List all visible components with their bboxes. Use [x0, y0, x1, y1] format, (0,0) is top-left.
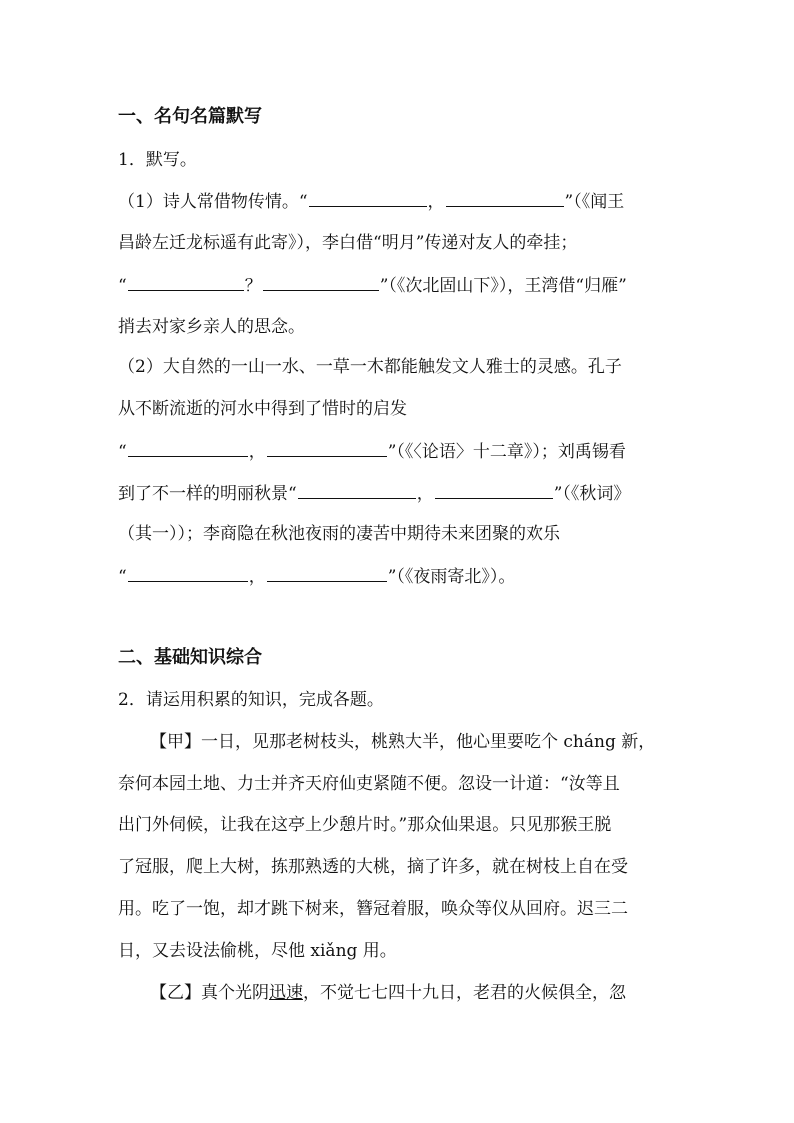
- passage-jia-line1: 【甲】一日，见那老树枝头，桃熟大半，他心里要吃个 cháng 新，: [150, 732, 656, 752]
- passage-jia-line3: 出门外伺候，让我在这亭上少憩片时。”那众仙果退。只见那猴王脱: [118, 815, 612, 835]
- question-1-label: 1．默写。: [118, 150, 197, 170]
- q1-part1-line3: “ ？ ”（《次北固山下》），王湾借“归雁”: [118, 276, 627, 296]
- answer-blank[interactable]: [446, 190, 564, 207]
- answer-blank[interactable]: [128, 440, 248, 457]
- q1-part2-line4: 到了不一样的明丽秋景“ ， ”（《秋词》: [118, 484, 631, 504]
- section1-heading: 一、名句名篇默写: [118, 106, 262, 127]
- passage-jia-line4: 了冠服，爬上大树，拣那熟透的大桃，摘了许多，就在树枝上自在受: [118, 857, 628, 877]
- q1-part2-line6: “ ， ”（《夜雨寄北》）。: [118, 567, 516, 587]
- q1-part2-line1: （2）大自然的一山一水、一草一木都能触发文人雅士的灵感。孔子: [118, 357, 622, 377]
- answer-blank[interactable]: [267, 565, 387, 582]
- q1-part2-line3: “ ， ”（《〈论语〉十二章》）；刘禹锡看: [118, 442, 626, 462]
- answer-blank[interactable]: [128, 274, 244, 291]
- underlined-word: 迅速: [269, 983, 303, 1003]
- passage-yi-line1: 【乙】真个光阴迅速，不觉七七四十九日，老君的火候俱全，忽: [150, 983, 626, 1003]
- q1-part2-line5: （其一））；李商隐在秋池夜雨的凄苦中期待未来团聚的欢乐: [118, 524, 560, 544]
- q1-part2-line2: 从不断流逝的河水中得到了惜时的启发: [118, 399, 407, 419]
- q1-part1-line1: （1）诗人常借物传情。“ ， ”（《闻王: [118, 192, 625, 212]
- answer-blank[interactable]: [128, 565, 248, 582]
- answer-blank[interactable]: [309, 190, 427, 207]
- q1-part1-line4: 捎去对家乡亲人的思念。: [118, 317, 305, 337]
- passage-jia-line6: 日，又去设法偷桃，尽他 xiǎng 用。: [118, 941, 397, 961]
- answer-blank[interactable]: [298, 482, 416, 499]
- answer-blank[interactable]: [267, 440, 387, 457]
- passage-jia-line5: 用。吃了一饱，却才跳下树来，簪冠着服，唤众等仪从回府。迟三二: [118, 899, 628, 919]
- answer-blank[interactable]: [263, 274, 379, 291]
- question-2-label: 2．请运用积累的知识，完成各题。: [118, 690, 384, 710]
- q1-part1-line2: 昌龄左迁龙标遥有此寄》），李白借“明月”传递对友人的牵挂；: [118, 233, 578, 253]
- passage-jia-line2: 奈何本园土地、力士并齐天府仙吏紧随不便。忽设一计道：“汝等且: [118, 774, 620, 794]
- section2-heading: 二、基础知识综合: [118, 647, 262, 668]
- answer-blank[interactable]: [435, 482, 553, 499]
